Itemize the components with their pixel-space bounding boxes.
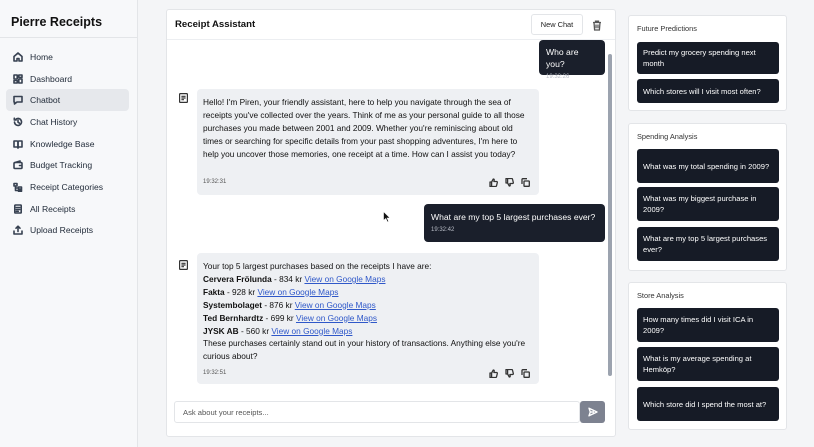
sidebar-item-label: Budget Tracking (30, 160, 93, 171)
upload-icon (13, 225, 23, 235)
sidebar-item-label: Receipt Categories (30, 181, 104, 192)
thumbs-up-icon[interactable] (489, 369, 498, 378)
send-button[interactable] (580, 401, 605, 423)
book-icon (13, 139, 23, 149)
assistant-message (197, 253, 539, 384)
suggestion-button[interactable]: What are my top 5 largest purchases ever? (637, 227, 779, 261)
trash-icon (592, 20, 602, 31)
message-timestamp: 19:32:42 (431, 227, 455, 233)
purchase-row (203, 325, 533, 338)
google-maps-link[interactable]: View on Google Maps (295, 312, 378, 323)
panel-title: Spending Analysis (637, 132, 698, 141)
purchase-row (203, 299, 533, 312)
history-icon (13, 117, 23, 127)
purchase-store: Fakta (203, 286, 225, 297)
copy-icon[interactable] (521, 178, 530, 187)
user-message (424, 204, 605, 242)
chat-input[interactable] (175, 403, 579, 423)
message-timestamp: 19:32:31 (203, 179, 227, 185)
sidebar (0, 0, 138, 447)
message-text (203, 260, 533, 363)
sidebar-item-receipt-categories[interactable] (6, 176, 129, 198)
purchase-row (203, 273, 533, 286)
google-maps-link[interactable]: View on Google Maps (304, 273, 386, 284)
suggestion-button[interactable]: What was my total spending in 2009? (637, 149, 779, 183)
purchase-store: JYSK AB (203, 325, 239, 336)
google-maps-link[interactable]: View on Google Maps (271, 325, 353, 336)
google-maps-link[interactable]: View on Google Maps (257, 286, 339, 297)
bot-icon (179, 260, 188, 270)
suggestion-button[interactable]: How many times did I visit ICA in 2009? (637, 308, 779, 342)
sidebar-item-upload-receipts[interactable] (6, 220, 129, 242)
copy-icon[interactable] (521, 369, 530, 378)
assistant-message (197, 89, 539, 195)
suggestion-button[interactable]: Predict my grocery spending next month (637, 42, 779, 74)
purchase-amount: - 699 kr (263, 312, 296, 323)
new-chat-button[interactable]: New Chat (531, 14, 583, 35)
sidebar-item-label: Knowledge Base (30, 138, 95, 149)
scrollbar-thumb[interactable] (608, 54, 612, 376)
home-icon (13, 52, 23, 62)
spending-analysis-panel (628, 123, 787, 271)
sidebar-nav (0, 38, 137, 241)
purchases-outro: These purchases certainly stand out in your history of transactions. Anything else you're curious about? (203, 338, 526, 362)
user-message (539, 40, 605, 80)
purchase-amount: - 876 kr (262, 299, 295, 310)
suggestion-button[interactable]: Which store did I spend the most at? (637, 387, 779, 421)
sidebar-item-chatbot[interactable] (6, 89, 129, 111)
wallet-icon (13, 160, 23, 170)
sidebar-item-label: Dashboard (30, 73, 73, 84)
message-text: Hello! I'm Piren, your friendly assistant, here to help you navigate through the sea of receipts you've collected over the years. Think of me as your personal guide to all those purchases you made between 2001 and 2009. Whether you're reminiscing about old times or searching for specific details from your past shopping adventures, I'm here to help you uncover those memories, one receipt at a time. How can I assist you today? (203, 97, 525, 159)
purchase-amount: - 928 kr (224, 286, 258, 297)
sidebar-item-knowledge-base[interactable] (6, 133, 129, 155)
panel-title: Store Analysis (637, 291, 684, 300)
purchases-intro: Your top 5 largest purchases based on the receipts I have are: (203, 261, 432, 271)
dashboard-icon (13, 74, 23, 84)
purchase-row (203, 312, 533, 325)
chat-panel (166, 9, 616, 437)
purchase-store: Cervera Frölunda (203, 273, 272, 284)
store-analysis-panel (628, 282, 787, 430)
sidebar-item-label: Upload Receipts (30, 225, 94, 236)
message-text: Who are you? (546, 47, 579, 69)
message-actions (489, 178, 530, 187)
purchase-amount: - 834 kr (271, 273, 305, 284)
assistant-avatar (179, 90, 190, 101)
thumbs-down-icon[interactable] (505, 369, 514, 378)
panel-title: Future Predictions (637, 24, 697, 33)
sidebar-item-label: Chat History (30, 116, 78, 127)
purchase-amount: - 560 kr (238, 325, 272, 336)
bot-icon (179, 93, 188, 103)
chat-icon (13, 95, 23, 105)
receipt-icon (13, 204, 23, 214)
purchase-store: Ted Bernhardtz (203, 312, 264, 323)
send-icon (588, 407, 598, 417)
thumbs-up-icon[interactable] (489, 178, 498, 187)
sidebar-item-dashboard[interactable] (6, 68, 129, 90)
google-maps-link[interactable]: View on Google Maps (294, 299, 376, 310)
sidebar-item-home[interactable] (6, 46, 129, 68)
delete-chat-button[interactable] (592, 18, 604, 30)
sidebar-item-all-receipts[interactable] (6, 198, 129, 220)
sidebar-item-label: All Receipts (30, 203, 76, 214)
chat-input-container (174, 401, 580, 423)
purchase-store: Systembolaget (203, 299, 263, 310)
sidebar-item-label: Home (30, 51, 53, 62)
message-timestamp: 19:32:51 (203, 370, 227, 376)
mouse-cursor-icon (383, 211, 391, 223)
suggestion-button[interactable]: What was my biggest purchase in 2009? (637, 187, 779, 221)
purchase-row (203, 286, 533, 299)
message-text: What are my top 5 largest purchases ever? (431, 212, 596, 222)
message-timestamp: 19:32:26 (546, 74, 570, 80)
categories-icon (13, 182, 23, 192)
app-brand: Pierre Receipts (0, 0, 137, 38)
sidebar-item-label: Chatbot (30, 95, 61, 106)
chat-scrollbar[interactable] (608, 50, 613, 380)
assistant-avatar (179, 257, 190, 268)
future-predictions-panel (628, 15, 787, 111)
chat-title: Receipt Assistant (175, 19, 256, 30)
sidebar-item-budget-tracking[interactable] (6, 154, 129, 176)
suggestion-button[interactable]: What is my average spending at Hemköp? (637, 347, 779, 381)
sidebar-item-chat-history[interactable] (6, 111, 129, 133)
thumbs-down-icon[interactable] (505, 178, 514, 187)
message-actions (489, 369, 530, 378)
suggestion-button[interactable]: Which stores will I visit most often? (637, 79, 779, 103)
